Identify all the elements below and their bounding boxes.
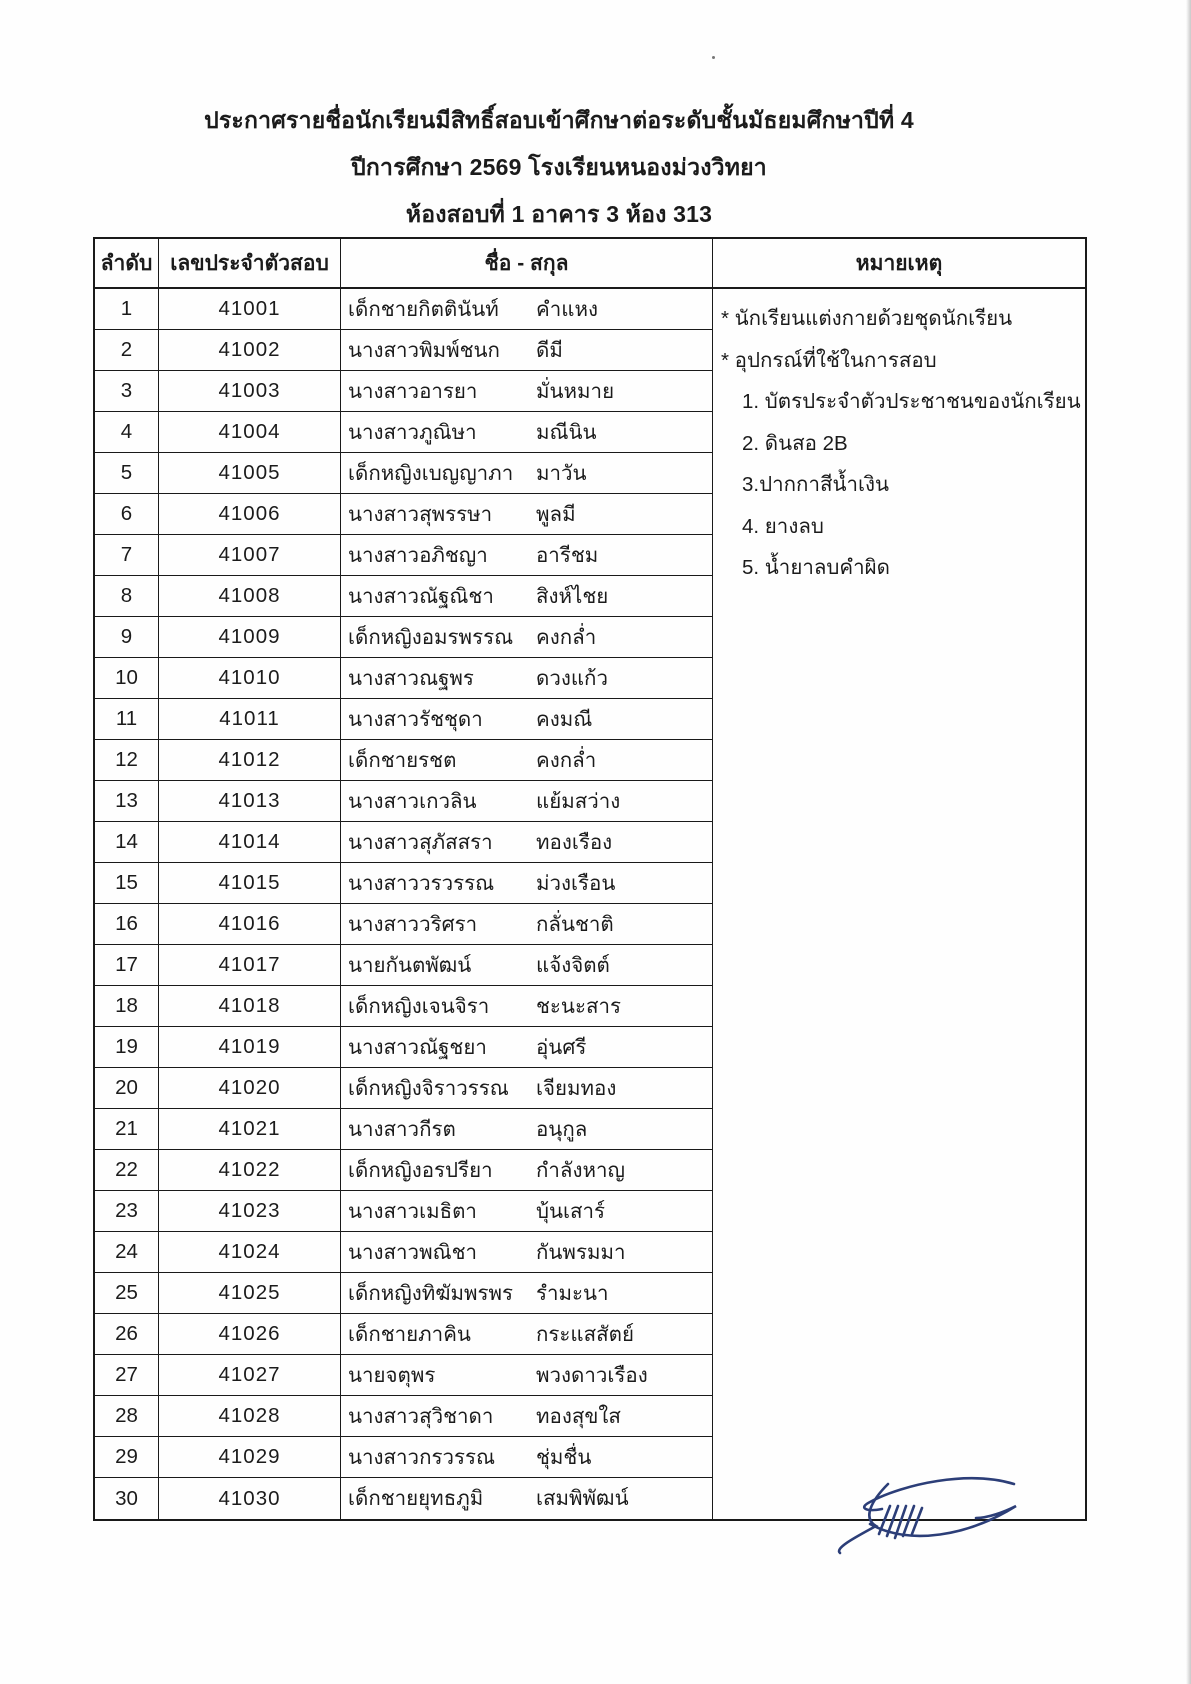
table-row: [95, 1150, 713, 1191]
table-body: [95, 289, 1085, 1519]
row-number: 7: [95, 535, 159, 575]
remark-line: 4. ยางลบ: [742, 514, 824, 538]
row-number: 12: [95, 740, 159, 780]
table-row: [95, 289, 713, 330]
table-row: [95, 1478, 713, 1519]
student-name: [341, 781, 713, 821]
last-name: ชุ่มชื่น: [536, 1445, 592, 1469]
row-number: 24: [95, 1232, 159, 1272]
table-row: [95, 535, 713, 576]
exam-id: 41017: [159, 945, 341, 985]
table-row: [95, 781, 713, 822]
student-name: [341, 1109, 713, 1149]
student-name: [341, 535, 713, 575]
student-name: [341, 904, 713, 944]
row-number: 27: [95, 1355, 159, 1395]
exam-id: 41014: [159, 822, 341, 862]
first-name: นางสาวอภิชญา: [348, 543, 488, 567]
title-line-1: ประกาศรายชื่อนักเรียนมีสิทธิ์สอบเข้าศึกษาต่อระดับชั้นมัธยมศึกษาปีที่ 4: [204, 107, 914, 133]
last-name: พวงดาวเรือง: [536, 1363, 648, 1387]
student-name: [341, 371, 713, 411]
row-number: 16: [95, 904, 159, 944]
last-name: ทองสุขใส: [536, 1404, 621, 1428]
row-number: 25: [95, 1273, 159, 1313]
exam-id: 41019: [159, 1027, 341, 1067]
scan-edge-shadow: [1186, 0, 1191, 1684]
student-name: [341, 1314, 713, 1354]
remark-line: 3.ปากกาสีน้ำเงิน: [742, 473, 890, 497]
first-name: เด็กหญิงทิฆัมพรพร: [348, 1281, 514, 1305]
exam-id: 41005: [159, 453, 341, 493]
last-name: ดีมี: [536, 338, 563, 362]
row-number: 23: [95, 1191, 159, 1231]
last-name: มาวัน: [536, 461, 587, 485]
table-row: [95, 371, 713, 412]
student-name: [341, 699, 713, 739]
last-name: สิงห์ไชย: [536, 584, 609, 608]
last-name: บุ้นเสาร์: [536, 1199, 606, 1223]
first-name: เด็กหญิงเบญญาภา: [348, 461, 514, 485]
student-name: [341, 289, 713, 329]
student-name: [341, 1273, 713, 1313]
exam-id: 41007: [159, 535, 341, 575]
student-name: [341, 1396, 713, 1436]
exam-id: 41024: [159, 1232, 341, 1272]
exam-id: 41027: [159, 1355, 341, 1395]
first-name: นางสาวรัชชุดา: [348, 707, 483, 731]
exam-id: 41008: [159, 576, 341, 616]
last-name: ม่วงเรือน: [536, 871, 616, 895]
first-name: นางสาววรวรรณ: [348, 871, 495, 895]
first-name: นายกันตพัฒน์: [348, 953, 472, 977]
first-name: นางสาวสุภัสสรา: [348, 830, 493, 854]
exam-id: 41026: [159, 1314, 341, 1354]
student-name: [341, 1232, 713, 1272]
exam-id: 41012: [159, 740, 341, 780]
header-no: ลำดับ: [95, 239, 159, 287]
first-name: นางสาวพิมพ์ชนก: [348, 338, 500, 362]
row-number: 10: [95, 658, 159, 698]
student-name: [341, 740, 713, 780]
exam-id: 41029: [159, 1437, 341, 1477]
last-name: กำลังหาญ: [536, 1158, 625, 1182]
table-row: [95, 1027, 713, 1068]
table-row: [95, 576, 713, 617]
first-name: นายจตุพร: [348, 1363, 436, 1387]
student-name: [341, 1191, 713, 1231]
first-name: เด็กชายกิตตินันท์: [348, 297, 499, 321]
last-name: คงมณี: [536, 707, 593, 731]
table-row: [95, 494, 713, 535]
student-name: [341, 658, 713, 698]
document-title-block: [0, 100, 1118, 241]
last-name: คำแหง: [536, 297, 598, 321]
last-name: กลั่นชาติ: [536, 912, 614, 936]
exam-id: 41001: [159, 289, 341, 329]
student-name: [341, 863, 713, 903]
exam-id: 41020: [159, 1068, 341, 1108]
row-number: 21: [95, 1109, 159, 1149]
last-name: คงกล่ำ: [536, 625, 597, 649]
table-row: [95, 822, 713, 863]
title-line-3: ห้องสอบที่ 1 อาคาร 3 ห้อง 313: [405, 201, 713, 227]
row-number: 4: [95, 412, 159, 452]
table-row: [95, 1068, 713, 1109]
table-header-row: [95, 239, 1085, 289]
first-name: นางสาววริศรา: [348, 912, 478, 936]
last-name: คงกล่ำ: [536, 748, 597, 772]
exam-id: 41015: [159, 863, 341, 903]
header-exam-id: เลขประจำตัวสอบ: [159, 239, 341, 287]
exam-id: 41021: [159, 1109, 341, 1149]
first-name: นางสาวกีรต: [348, 1117, 456, 1141]
table-row: [95, 330, 713, 371]
exam-id: 41028: [159, 1396, 341, 1436]
last-name: รำมะนา: [536, 1281, 609, 1305]
table-row: [95, 699, 713, 740]
exam-id: 41010: [159, 658, 341, 698]
exam-id: 41002: [159, 330, 341, 370]
first-name: เด็กชายภาคิน: [348, 1322, 471, 1346]
last-name: ชะนะสาร: [536, 994, 621, 1018]
row-number: 2: [95, 330, 159, 370]
last-name: พูลมี: [536, 502, 576, 526]
row-number: 1: [95, 289, 159, 329]
table-row: [95, 1273, 713, 1314]
first-name: นางสาวณัฐชยา: [348, 1035, 487, 1059]
first-name: นางสาวสุพรรษา: [348, 502, 493, 526]
last-name: ดวงแก้ว: [536, 666, 608, 690]
row-number: 26: [95, 1314, 159, 1354]
student-name: [341, 1478, 713, 1519]
student-name: [341, 453, 713, 493]
header-remark: หมายเหตุ: [855, 251, 943, 275]
scan-speck: [712, 56, 715, 59]
row-number: 29: [95, 1437, 159, 1477]
table-row: [95, 1437, 713, 1478]
first-name: เด็กชายยุทธภูมิ: [348, 1487, 484, 1510]
student-name: [341, 822, 713, 862]
first-name: นางสาวพณิชา: [348, 1240, 478, 1264]
exam-id: 41011: [159, 699, 341, 739]
table-row: [95, 658, 713, 699]
student-name: [341, 330, 713, 370]
first-name: นางสาวกรวรรณ: [348, 1445, 496, 1469]
exam-id: 41030: [159, 1478, 341, 1519]
first-name: เด็กชายรชต: [348, 748, 457, 772]
last-name: มั่นหมาย: [536, 379, 615, 403]
first-name: เด็กหญิงอรปรียา: [348, 1158, 493, 1182]
student-name: [341, 1437, 713, 1477]
exam-id: 41004: [159, 412, 341, 452]
row-number: 9: [95, 617, 159, 657]
first-name: เด็กหญิงเจนจิรา: [348, 994, 490, 1018]
table-row: [95, 1314, 713, 1355]
table-row: [95, 986, 713, 1027]
last-name: อุ่นศรี: [536, 1035, 587, 1059]
last-name: ทองเรือง: [536, 830, 613, 854]
row-number: 15: [95, 863, 159, 903]
student-name: [341, 1355, 713, 1395]
student-name: [341, 576, 713, 616]
remarks-cell: [713, 289, 1085, 1519]
exam-id: 41016: [159, 904, 341, 944]
last-name: แย้มสว่าง: [536, 789, 621, 813]
last-name: เจียมทอง: [536, 1076, 617, 1100]
table-row: [95, 1191, 713, 1232]
student-name: [341, 1150, 713, 1190]
table-row: [95, 1109, 713, 1150]
exam-id: 41022: [159, 1150, 341, 1190]
row-number: 20: [95, 1068, 159, 1108]
student-name: [341, 412, 713, 452]
row-number: 22: [95, 1150, 159, 1190]
row-number: 17: [95, 945, 159, 985]
table-row: [95, 412, 713, 453]
student-name: [341, 1068, 713, 1108]
row-number: 13: [95, 781, 159, 821]
student-name: [341, 494, 713, 534]
exam-id: 41006: [159, 494, 341, 534]
first-name: นางสาวภูณิษา: [348, 420, 477, 444]
table-row: [95, 1396, 713, 1437]
first-name: นางสาวณฐพร: [348, 666, 474, 690]
row-number: 6: [95, 494, 159, 534]
row-number: 18: [95, 986, 159, 1026]
first-name: นางสาวเมธิตา: [348, 1199, 477, 1223]
exam-id: 41003: [159, 371, 341, 411]
table-rows-column: [95, 289, 713, 1519]
row-number: 11: [95, 699, 159, 739]
row-number: 30: [95, 1478, 159, 1519]
remark-line: * นักเรียนแต่งกายด้วยชุดนักเรียน: [721, 307, 1013, 331]
signature-scribble: [818, 1458, 1033, 1563]
row-number: 19: [95, 1027, 159, 1067]
exam-id: 41023: [159, 1191, 341, 1231]
row-number: 14: [95, 822, 159, 862]
student-name: [341, 945, 713, 985]
last-name: อนุกูล: [536, 1117, 588, 1141]
table-row: [95, 740, 713, 781]
last-name: กระแสสัตย์: [536, 1322, 634, 1346]
first-name: เด็กหญิงจิราวรรณ: [348, 1076, 509, 1100]
row-number: 8: [95, 576, 159, 616]
table-row: [95, 863, 713, 904]
last-name: กันพรมมา: [536, 1240, 626, 1264]
remark-line: 5. น้ำยาลบคำผิด: [742, 556, 890, 580]
student-roster-table: [93, 237, 1087, 1521]
table-row: [95, 1355, 713, 1396]
remark-line: 2. ดินสอ 2B: [742, 431, 848, 455]
exam-id: 41025: [159, 1273, 341, 1313]
table-row: [95, 453, 713, 494]
table-row: [95, 904, 713, 945]
remark-line: * อุปกรณ์ที่ใช้ในการสอบ: [721, 348, 937, 372]
remark-line: 1. บัตรประจำตัวประชาชนของนักเรียน: [742, 390, 1081, 414]
title-line-2: ปีการศึกษา 2569 โรงเรียนหนองม่วงวิทยา: [351, 154, 767, 180]
row-number: 3: [95, 371, 159, 411]
first-name: นางสาวเกวลิน: [348, 789, 477, 813]
row-number: 28: [95, 1396, 159, 1436]
last-name: มณีนิน: [536, 420, 597, 444]
table-row: [95, 617, 713, 658]
table-row: [95, 945, 713, 986]
first-name: เด็กหญิงอมรพรรณ: [348, 625, 514, 649]
first-name: นางสาวอารยา: [348, 379, 478, 403]
first-name: นางสาวณัฐณิชา: [348, 584, 494, 608]
exam-id: 41009: [159, 617, 341, 657]
student-name: [341, 1027, 713, 1067]
header-name: ชื่อ - สกุล: [341, 239, 713, 287]
student-name: [341, 986, 713, 1026]
student-name: [341, 617, 713, 657]
row-number: 5: [95, 453, 159, 493]
last-name: อารีชม: [536, 543, 599, 567]
table-row: [95, 1232, 713, 1273]
last-name: แจ้งจิตต์: [536, 953, 610, 977]
last-name: เสมพิพัฒน์: [536, 1487, 629, 1510]
exam-id: 41018: [159, 986, 341, 1026]
exam-id: 41013: [159, 781, 341, 821]
first-name: นางสาวสุวิชาดา: [348, 1404, 494, 1428]
